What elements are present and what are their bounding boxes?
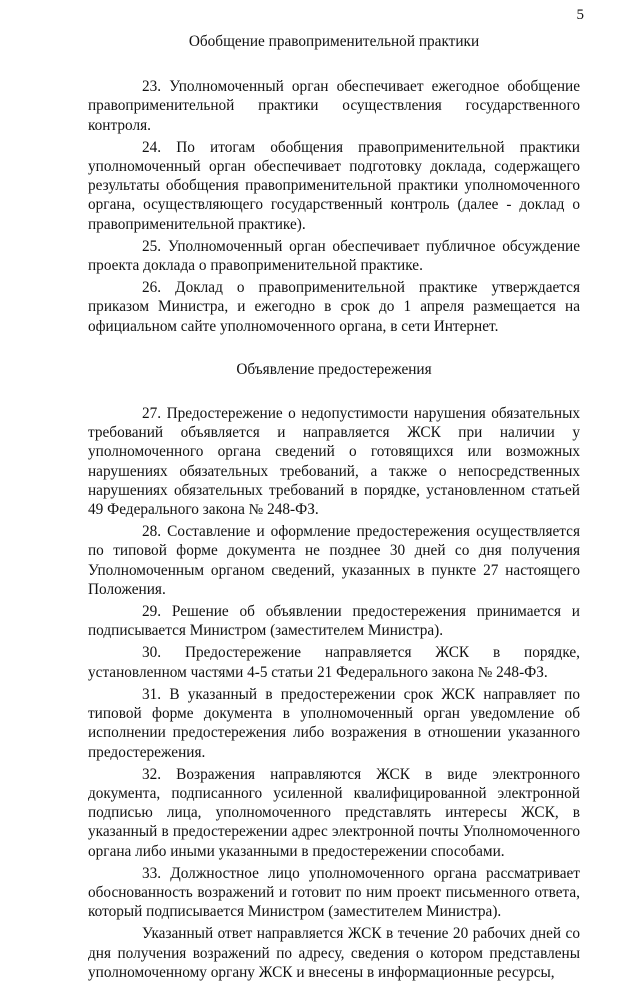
section-generalization [88, 32, 580, 336]
paragraph-28: 28. Составление и оформление предостережения осуществляется по типовой форме документа не позднее 30 дней со дня получения Уполномоченным органом сведений, указанных в пункте 27 настоящего Положения. [88, 523, 580, 598]
section-title: Объявление предостережения [236, 360, 432, 378]
paragraph-26: 26. Доклад о правоприменительной практике утверждается приказом Министра, и ежегодно в срок до 1 апреля размещается на официальном сайте уполномоченного органа, в сети Интернет. [88, 279, 580, 335]
section-title: Обобщение правоприменительной практики [188, 33, 480, 50]
paragraph-23: 23. Уполномоченный орган обеспечивает ежегодное обобщение правоприменительной практики осуществления государственного контроля. [88, 78, 580, 134]
paragraph-27: 27. Предостережение о недопустимости нарушения обязательных требований объявляется и направляется ЖСК при наличии у уполномоченного органа сведений о готовящихся или возможных нарушениях обязательных требований, а также о непосредственных нарушениях обязательных требований в порядке, установленном статьей 49 Федерального закона № 248-ФЗ. [88, 405, 580, 519]
paragraph-29: 29. Решение об объявлении предостережения принимается и подписывается Министром (заместителем Министра). [88, 603, 580, 640]
paragraph-32: 32. Возражения направляются ЖСК в виде электронного документа, подписанного усиленной квалифицированной электронной подписью лица, уполномоченного представлять интересы ЖСК, в указанный в предостережении адрес электронной почты Уполномоченного органа либо иными указанными в предостережении способами. [88, 765, 580, 860]
paragraph-30: 30. Предостережение направляется ЖСК в порядке, установленном частями 4-5 статьи 21 Федерального закона № 248-ФЗ. [88, 644, 580, 681]
page-number: 5 [576, 7, 584, 23]
paragraph-31: 31. В указанный в предостережении срок ЖСК направляет по типовой форме документа в уполномоченный орган уведомление об исполнении предостережения либо возражения в отношении указанного предостережения. [88, 685, 580, 761]
document-body [88, 32, 580, 985]
paragraph-33: 33. Должностное лицо уполномоченного органа рассматривает обоснованность возражений и готовит по ним проект письменного ответа, который подписывается Министром (заместителем Министра). [88, 864, 580, 921]
section-warning [88, 360, 580, 982]
paragraph-24: 24. По итогам обобщения правоприменительной практики уполномоченный орган обеспечивает подготовку доклада, содержащего результаты обобщения правоприменительной практики уполномоченного органа, осуществляющего государственный контроль (далее - доклад о правоприменительной практике). [88, 138, 580, 233]
paragraph-response: Указанный ответ направляется ЖСК в течение 20 рабочих дней со дня получения возражений по адресу, сведения о котором представлены уполномоченному органу ЖСК и внесены в информационные ресурсы, [88, 925, 580, 981]
paragraph-25: 25. Уполномоченный орган обеспечивает публичное обсуждение проекта доклада о правоприменительной практике. [88, 237, 580, 275]
